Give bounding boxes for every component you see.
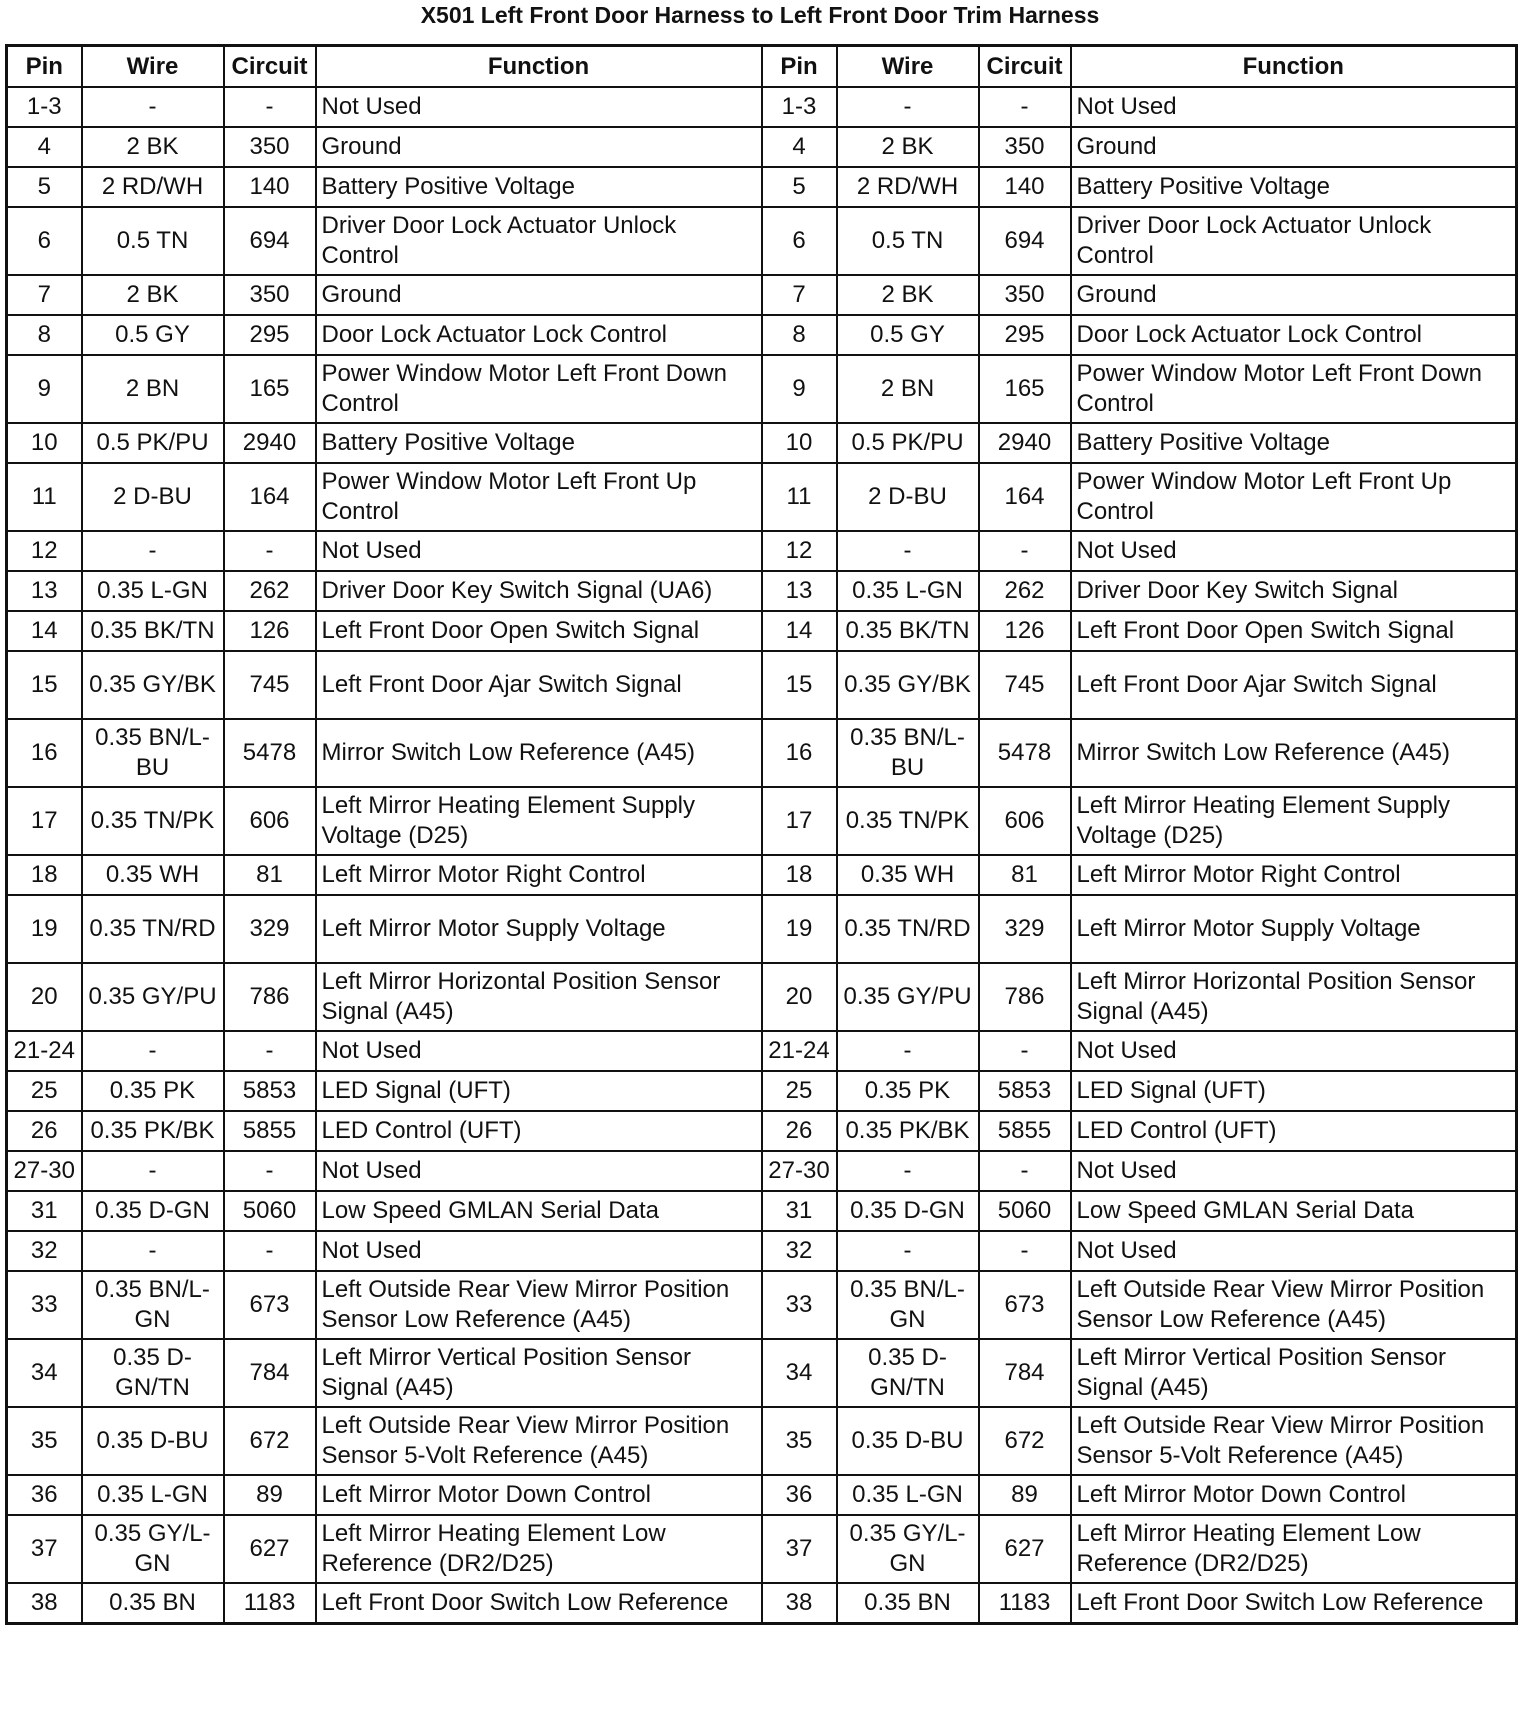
function-cell: Door Lock Actuator Lock Control (316, 315, 762, 355)
function-cell: Not Used (1071, 1231, 1517, 1271)
wire-cell: 0.5 GY (82, 315, 224, 355)
wire-cell: 0.35 BN/L-BU (837, 719, 979, 787)
function-cell: Driver Door Key Switch Signal (1071, 571, 1517, 611)
wire-cell: - (837, 1151, 979, 1191)
circuit-cell: 5855 (979, 1111, 1071, 1151)
pin-cell: 38 (7, 1583, 82, 1624)
pin-cell: 9 (762, 355, 837, 423)
wire-cell: 0.35 L-GN (82, 1475, 224, 1515)
table-row (7, 895, 1517, 963)
function-cell: Left Mirror Heating Element Low Reference (DR2/D25) (316, 1515, 762, 1583)
table-row (7, 1071, 1517, 1111)
pin-cell: 1-3 (7, 87, 82, 127)
wire-cell: 0.35 GY/L-GN (82, 1515, 224, 1583)
pin-cell: 13 (7, 571, 82, 611)
pin-cell: 4 (762, 127, 837, 167)
table-body (7, 87, 1517, 1624)
function-cell: Not Used (316, 1151, 762, 1191)
pin-cell: 1-3 (762, 87, 837, 127)
wire-cell: - (837, 1031, 979, 1071)
pin-cell: 10 (762, 423, 837, 463)
function-cell: Ground (1071, 127, 1517, 167)
function-cell: Not Used (1071, 531, 1517, 571)
circuit-cell: 262 (224, 571, 316, 611)
wire-cell: 0.35 BN/L-GN (82, 1271, 224, 1339)
wire-cell: - (82, 87, 224, 127)
pin-cell: 21-24 (762, 1031, 837, 1071)
wire-cell: 0.35 BN (837, 1583, 979, 1624)
circuit-cell: 1183 (224, 1583, 316, 1624)
function-cell: Left Front Door Ajar Switch Signal (316, 651, 762, 719)
function-cell: Left Mirror Horizontal Position Sensor Signal (A45) (316, 963, 762, 1031)
circuit-cell: 5060 (224, 1191, 316, 1231)
pin-cell: 9 (7, 355, 82, 423)
header-pin: Pin (762, 46, 837, 88)
function-cell: Battery Positive Voltage (316, 167, 762, 207)
function-cell: Left Mirror Motor Supply Voltage (1071, 895, 1517, 963)
pin-cell: 32 (7, 1231, 82, 1271)
function-cell: LED Signal (UFT) (1071, 1071, 1517, 1111)
wire-cell: 0.35 WH (837, 855, 979, 895)
table-row (7, 87, 1517, 127)
pin-cell: 8 (7, 315, 82, 355)
wire-cell: 0.35 D-BU (82, 1407, 224, 1475)
function-cell: Driver Door Lock Actuator Unlock Control (1071, 207, 1517, 275)
wire-cell: 0.35 BN (82, 1583, 224, 1624)
function-cell: Left Mirror Heating Element Supply Voltage (D25) (1071, 787, 1517, 855)
pin-cell: 5 (7, 167, 82, 207)
function-cell: Left Mirror Heating Element Supply Voltage (D25) (316, 787, 762, 855)
pin-cell: 18 (7, 855, 82, 895)
circuit-cell: 140 (979, 167, 1071, 207)
table-row (7, 315, 1517, 355)
table-row (7, 207, 1517, 275)
wire-cell: 2 D-BU (82, 463, 224, 531)
circuit-cell: 5853 (224, 1071, 316, 1111)
circuit-cell: 262 (979, 571, 1071, 611)
circuit-cell: 295 (224, 315, 316, 355)
pin-cell: 27-30 (7, 1151, 82, 1191)
circuit-cell: - (224, 1031, 316, 1071)
pin-cell: 38 (762, 1583, 837, 1624)
circuit-cell: 164 (979, 463, 1071, 531)
pin-cell: 11 (762, 463, 837, 531)
function-cell: Left Front Door Switch Low Reference (316, 1583, 762, 1624)
function-cell: Left Outside Rear View Mirror Position Sensor Low Reference (A45) (316, 1271, 762, 1339)
wire-cell: 0.35 D-GN/TN (82, 1339, 224, 1407)
circuit-cell: 672 (224, 1407, 316, 1475)
wire-cell: 0.35 TN/RD (837, 895, 979, 963)
pin-cell: 25 (762, 1071, 837, 1111)
pin-cell: 5 (762, 167, 837, 207)
pin-cell: 26 (7, 1111, 82, 1151)
function-cell: Battery Positive Voltage (1071, 423, 1517, 463)
function-cell: LED Control (UFT) (316, 1111, 762, 1151)
wire-cell: 0.35 PK (837, 1071, 979, 1111)
wire-cell: 2 BK (82, 275, 224, 315)
pin-cell: 16 (762, 719, 837, 787)
wire-cell: 0.35 BK/TN (82, 611, 224, 651)
pin-cell: 13 (762, 571, 837, 611)
circuit-cell: - (979, 1151, 1071, 1191)
wire-cell: 2 BK (837, 127, 979, 167)
table-row (7, 1271, 1517, 1339)
table-row (7, 531, 1517, 571)
circuit-cell: 126 (979, 611, 1071, 651)
pin-cell: 33 (7, 1271, 82, 1339)
wire-cell: - (82, 1031, 224, 1071)
pin-cell: 35 (7, 1407, 82, 1475)
function-cell: Left Outside Rear View Mirror Position Sensor 5-Volt Reference (A45) (316, 1407, 762, 1475)
pin-cell: 12 (7, 531, 82, 571)
function-cell: Door Lock Actuator Lock Control (1071, 315, 1517, 355)
circuit-cell: 89 (979, 1475, 1071, 1515)
table-row (7, 1031, 1517, 1071)
table-row (7, 611, 1517, 651)
pin-cell: 8 (762, 315, 837, 355)
wire-cell: 0.35 TN/PK (837, 787, 979, 855)
pin-cell: 34 (7, 1339, 82, 1407)
pin-cell: 10 (7, 423, 82, 463)
wire-cell: 0.5 TN (82, 207, 224, 275)
circuit-cell: - (979, 1031, 1071, 1071)
circuit-cell: - (979, 87, 1071, 127)
function-cell: Not Used (1071, 1031, 1517, 1071)
circuit-cell: 2940 (224, 423, 316, 463)
wire-cell: 0.35 GY/PU (837, 963, 979, 1031)
circuit-cell: 329 (979, 895, 1071, 963)
wire-cell: 0.35 GY/PU (82, 963, 224, 1031)
wire-cell: 0.35 BN/L-GN (837, 1271, 979, 1339)
pin-cell: 21-24 (7, 1031, 82, 1071)
function-cell: Mirror Switch Low Reference (A45) (316, 719, 762, 787)
function-cell: Power Window Motor Left Front Down Control (316, 355, 762, 423)
function-cell: Battery Positive Voltage (316, 423, 762, 463)
circuit-cell: 606 (979, 787, 1071, 855)
function-cell: Left Mirror Motor Supply Voltage (316, 895, 762, 963)
table-row (7, 1515, 1517, 1583)
circuit-cell: 329 (224, 895, 316, 963)
circuit-cell: 350 (224, 127, 316, 167)
pin-cell: 15 (762, 651, 837, 719)
circuit-cell: 1183 (979, 1583, 1071, 1624)
circuit-cell: 5060 (979, 1191, 1071, 1231)
wire-cell: 0.35 BN/L-BU (82, 719, 224, 787)
circuit-cell: 627 (224, 1515, 316, 1583)
wire-cell: 2 D-BU (837, 463, 979, 531)
table-row (7, 1583, 1517, 1624)
table-row (7, 1407, 1517, 1475)
table-row (7, 463, 1517, 531)
circuit-cell: 295 (979, 315, 1071, 355)
circuit-cell: 81 (979, 855, 1071, 895)
pin-cell: 19 (7, 895, 82, 963)
wire-cell: - (82, 1231, 224, 1271)
pin-cell: 7 (7, 275, 82, 315)
pin-cell: 36 (7, 1475, 82, 1515)
function-cell: Left Outside Rear View Mirror Position Sensor 5-Volt Reference (A45) (1071, 1407, 1517, 1475)
wire-cell: 0.35 TN/PK (82, 787, 224, 855)
table-row (7, 275, 1517, 315)
wire-cell: 2 BN (837, 355, 979, 423)
header-circuit: Circuit (979, 46, 1071, 88)
connector-pinout-table (5, 44, 1518, 1625)
circuit-cell: - (979, 1231, 1071, 1271)
circuit-cell: 627 (979, 1515, 1071, 1583)
wire-cell: 0.35 PK/BK (82, 1111, 224, 1151)
circuit-cell: - (224, 87, 316, 127)
table-row (7, 1339, 1517, 1407)
table-row (7, 1111, 1517, 1151)
pin-cell: 18 (762, 855, 837, 895)
circuit-cell: 5855 (224, 1111, 316, 1151)
pin-cell: 17 (762, 787, 837, 855)
function-cell: Left Front Door Ajar Switch Signal (1071, 651, 1517, 719)
table-row (7, 127, 1517, 167)
circuit-cell: 126 (224, 611, 316, 651)
function-cell: Left Mirror Vertical Position Sensor Signal (A45) (1071, 1339, 1517, 1407)
function-cell: Power Window Motor Left Front Up Control (1071, 463, 1517, 531)
table-row (7, 423, 1517, 463)
function-cell: Left Mirror Motor Right Control (316, 855, 762, 895)
pin-cell: 25 (7, 1071, 82, 1111)
header-pin: Pin (7, 46, 82, 88)
circuit-cell: 673 (979, 1271, 1071, 1339)
function-cell: Left Mirror Motor Down Control (316, 1475, 762, 1515)
function-cell: Ground (316, 275, 762, 315)
circuit-cell: 5478 (224, 719, 316, 787)
header-row (7, 46, 1517, 88)
pin-cell: 37 (7, 1515, 82, 1583)
wire-cell: 0.35 BK/TN (837, 611, 979, 651)
function-cell: Low Speed GMLAN Serial Data (1071, 1191, 1517, 1231)
wire-cell: 2 BK (82, 127, 224, 167)
pin-cell: 6 (7, 207, 82, 275)
table-row (7, 963, 1517, 1031)
function-cell: Left Mirror Motor Right Control (1071, 855, 1517, 895)
table-row (7, 167, 1517, 207)
wire-cell: 2 BN (82, 355, 224, 423)
function-cell: Power Window Motor Left Front Up Control (316, 463, 762, 531)
header-circuit: Circuit (224, 46, 316, 88)
circuit-cell: 350 (979, 127, 1071, 167)
wire-cell: - (837, 531, 979, 571)
circuit-cell: 350 (979, 275, 1071, 315)
pin-cell: 26 (762, 1111, 837, 1151)
circuit-cell: 5478 (979, 719, 1071, 787)
function-cell: LED Control (UFT) (1071, 1111, 1517, 1151)
circuit-cell: 694 (979, 207, 1071, 275)
function-cell: Not Used (1071, 1151, 1517, 1191)
pin-cell: 12 (762, 531, 837, 571)
circuit-cell: - (224, 1151, 316, 1191)
wire-cell: - (837, 1231, 979, 1271)
table-row (7, 787, 1517, 855)
wire-cell: 2 RD/WH (82, 167, 224, 207)
circuit-cell: 784 (224, 1339, 316, 1407)
wire-cell: 0.5 PK/PU (82, 423, 224, 463)
pin-cell: 15 (7, 651, 82, 719)
function-cell: Not Used (316, 1031, 762, 1071)
circuit-cell: 745 (224, 651, 316, 719)
circuit-cell: 784 (979, 1339, 1071, 1407)
wire-cell: 0.35 PK/BK (837, 1111, 979, 1151)
function-cell: Power Window Motor Left Front Down Control (1071, 355, 1517, 423)
wire-cell: 0.35 GY/L-GN (837, 1515, 979, 1583)
wire-cell: 0.35 L-GN (837, 571, 979, 611)
table-row (7, 1475, 1517, 1515)
function-cell: Left Mirror Motor Down Control (1071, 1475, 1517, 1515)
function-cell: Left Mirror Horizontal Position Sensor Signal (A45) (1071, 963, 1517, 1031)
function-cell: Left Outside Rear View Mirror Position Sensor Low Reference (A45) (1071, 1271, 1517, 1339)
circuit-cell: 5853 (979, 1071, 1071, 1111)
function-cell: Mirror Switch Low Reference (A45) (1071, 719, 1517, 787)
function-cell: Left Mirror Heating Element Low Reference (DR2/D25) (1071, 1515, 1517, 1583)
header-function: Function (316, 46, 762, 88)
circuit-cell: 165 (979, 355, 1071, 423)
pin-cell: 20 (762, 963, 837, 1031)
circuit-cell: - (224, 531, 316, 571)
circuit-cell: 164 (224, 463, 316, 531)
wire-cell: 2 BK (837, 275, 979, 315)
pin-cell: 17 (7, 787, 82, 855)
circuit-cell: 786 (979, 963, 1071, 1031)
page-title: X501 Left Front Door Harness to Left Front Door Trim Harness (420, 2, 1100, 28)
pin-cell: 16 (7, 719, 82, 787)
pin-cell: 20 (7, 963, 82, 1031)
pin-cell: 31 (7, 1191, 82, 1231)
wire-cell: 0.35 GY/BK (82, 651, 224, 719)
wire-cell: 0.5 GY (837, 315, 979, 355)
pin-cell: 33 (762, 1271, 837, 1339)
wire-cell: 0.35 D-BU (837, 1407, 979, 1475)
function-cell: Not Used (1071, 87, 1517, 127)
circuit-cell: 606 (224, 787, 316, 855)
table-row (7, 719, 1517, 787)
wire-cell: 0.35 TN/RD (82, 895, 224, 963)
wire-cell: 0.35 L-GN (837, 1475, 979, 1515)
pin-cell: 14 (7, 611, 82, 651)
circuit-cell: 786 (224, 963, 316, 1031)
circuit-cell: 350 (224, 275, 316, 315)
pin-cell: 6 (762, 207, 837, 275)
function-cell: Not Used (316, 87, 762, 127)
wire-cell: 0.5 PK/PU (837, 423, 979, 463)
header-wire: Wire (82, 46, 224, 88)
circuit-cell: 140 (224, 167, 316, 207)
circuit-cell: 81 (224, 855, 316, 895)
header-wire: Wire (837, 46, 979, 88)
table-row (7, 651, 1517, 719)
function-cell: Ground (316, 127, 762, 167)
wire-cell: 0.35 L-GN (82, 571, 224, 611)
wire-cell: 0.35 D-GN (82, 1191, 224, 1231)
function-cell: Left Front Door Switch Low Reference (1071, 1583, 1517, 1624)
pin-cell: 7 (762, 275, 837, 315)
pin-cell: 4 (7, 127, 82, 167)
wire-cell: 2 RD/WH (837, 167, 979, 207)
table-row (7, 1151, 1517, 1191)
circuit-cell: 745 (979, 651, 1071, 719)
wire-cell: 0.35 D-GN (837, 1191, 979, 1231)
circuit-cell: 2940 (979, 423, 1071, 463)
wire-cell: - (82, 1151, 224, 1191)
function-cell: Left Front Door Open Switch Signal (316, 611, 762, 651)
pin-cell: 11 (7, 463, 82, 531)
wire-cell: 0.5 TN (837, 207, 979, 275)
pin-cell: 31 (762, 1191, 837, 1231)
pin-cell: 36 (762, 1475, 837, 1515)
circuit-cell: 89 (224, 1475, 316, 1515)
circuit-cell: - (979, 531, 1071, 571)
table-row (7, 355, 1517, 423)
function-cell: LED Signal (UFT) (316, 1071, 762, 1111)
wire-cell: - (837, 87, 979, 127)
table-row (7, 1231, 1517, 1271)
pin-cell: 27-30 (762, 1151, 837, 1191)
circuit-cell: - (224, 1231, 316, 1271)
table-row (7, 855, 1517, 895)
wire-cell: 0.35 GY/BK (837, 651, 979, 719)
pin-cell: 37 (762, 1515, 837, 1583)
function-cell: Left Mirror Vertical Position Sensor Signal (A45) (316, 1339, 762, 1407)
pin-cell: 32 (762, 1231, 837, 1271)
table-row (7, 571, 1517, 611)
wire-cell: - (82, 531, 224, 571)
table-row (7, 1191, 1517, 1231)
function-cell: Driver Door Lock Actuator Unlock Control (316, 207, 762, 275)
function-cell: Driver Door Key Switch Signal (UA6) (316, 571, 762, 611)
pin-cell: 34 (762, 1339, 837, 1407)
wire-cell: 0.35 PK (82, 1071, 224, 1111)
pin-cell: 14 (762, 611, 837, 651)
pin-cell: 35 (762, 1407, 837, 1475)
circuit-cell: 673 (224, 1271, 316, 1339)
pin-cell: 19 (762, 895, 837, 963)
function-cell: Not Used (316, 531, 762, 571)
wire-cell: 0.35 D-GN/TN (837, 1339, 979, 1407)
function-cell: Battery Positive Voltage (1071, 167, 1517, 207)
header-function: Function (1071, 46, 1517, 88)
circuit-cell: 672 (979, 1407, 1071, 1475)
function-cell: Left Front Door Open Switch Signal (1071, 611, 1517, 651)
circuit-cell: 165 (224, 355, 316, 423)
wire-cell: 0.35 WH (82, 855, 224, 895)
function-cell: Not Used (316, 1231, 762, 1271)
function-cell: Low Speed GMLAN Serial Data (316, 1191, 762, 1231)
function-cell: Ground (1071, 275, 1517, 315)
circuit-cell: 694 (224, 207, 316, 275)
